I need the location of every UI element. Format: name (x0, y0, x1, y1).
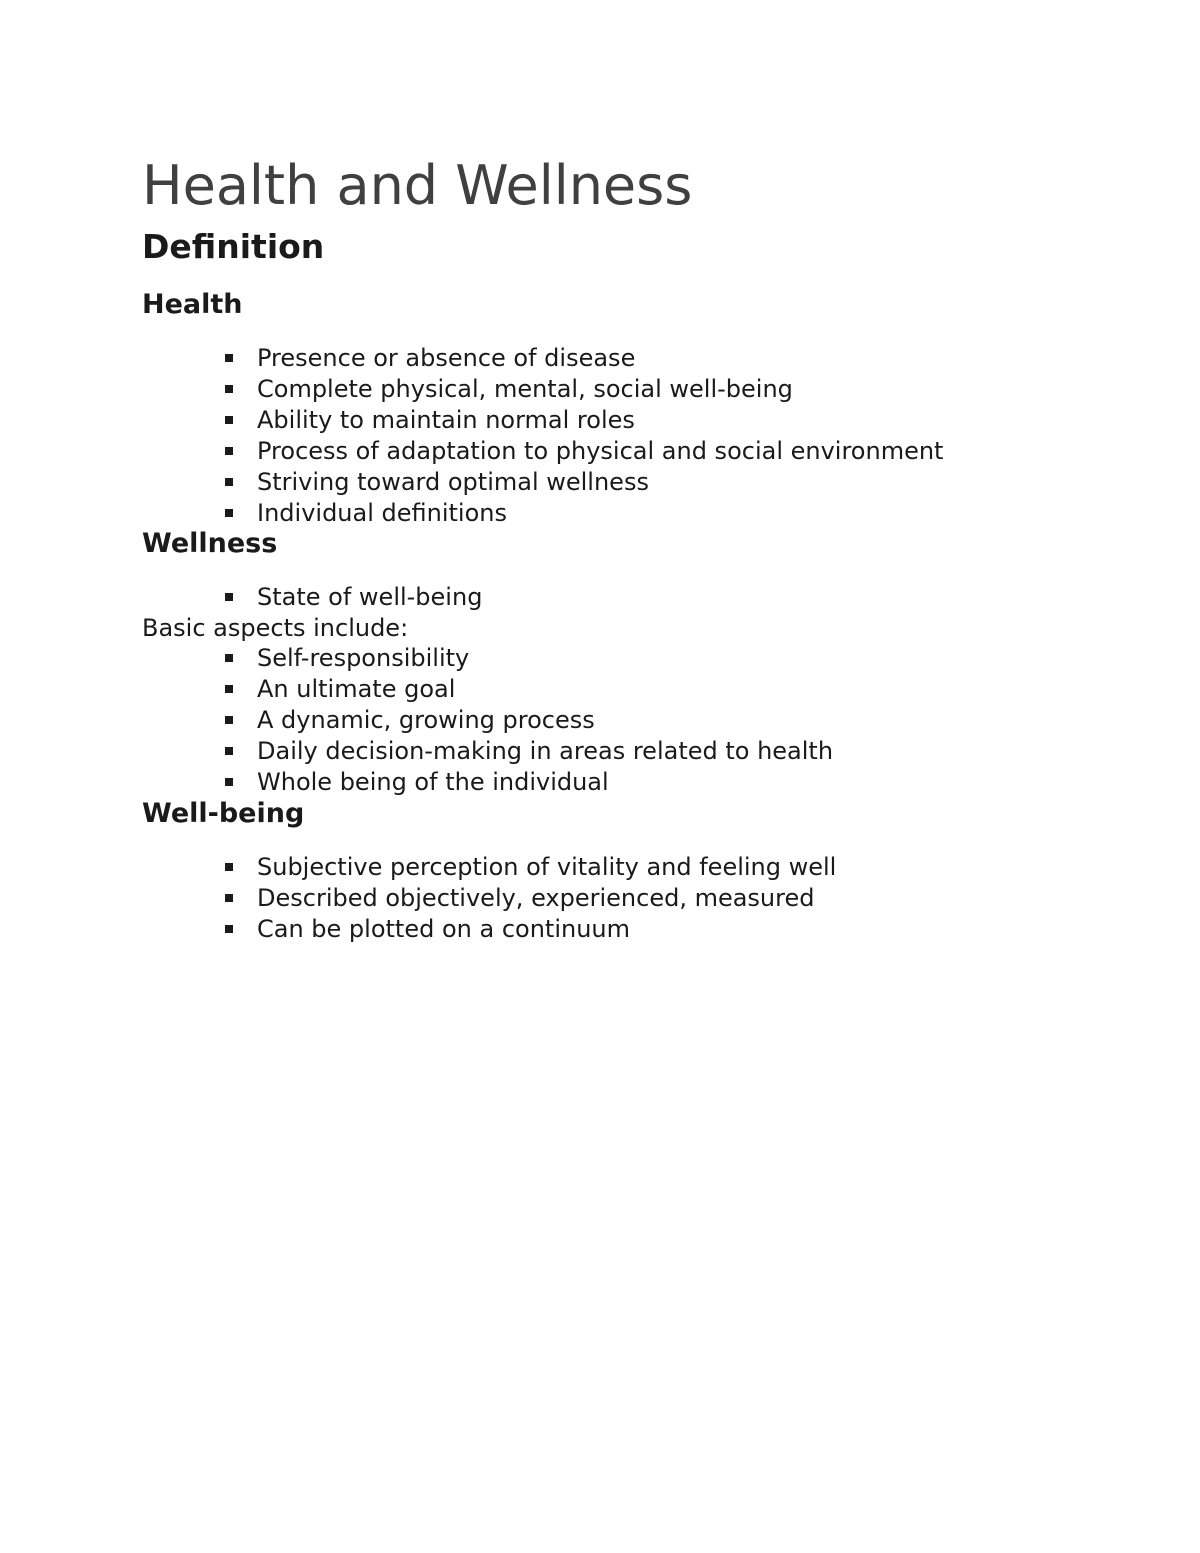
list-item-text: A dynamic, growing process (257, 706, 595, 734)
definition-heading: Definition (142, 227, 325, 266)
aspects-intro: Basic aspects include: (142, 614, 409, 642)
square-bullet-icon (225, 654, 233, 662)
list-item-text: An ultimate goal (257, 675, 456, 703)
health-heading: Health (142, 289, 243, 320)
wellbeing-heading: Well-being (142, 798, 305, 829)
list-item-text: Striving toward optimal wellness (257, 468, 649, 496)
square-bullet-icon (225, 925, 233, 933)
list-item-text: Complete physical, mental, social well-being (257, 375, 793, 403)
list-item-text: Can be plotted on a continuum (257, 915, 631, 943)
square-bullet-icon (225, 447, 233, 455)
square-bullet-icon (225, 894, 233, 902)
list-item-text: State of well-being (257, 583, 483, 611)
list-item-text: Process of adaptation to physical and social environment (257, 437, 944, 465)
list-item-text: Ability to maintain normal roles (257, 406, 635, 434)
list-item-text: Presence or absence of disease (257, 344, 636, 372)
square-bullet-icon (225, 385, 233, 393)
square-bullet-icon (225, 716, 233, 724)
list-item-text: Individual definitions (257, 499, 507, 527)
square-bullet-icon (225, 747, 233, 755)
list-item-text: Subjective perception of vitality and feeling well (257, 853, 837, 881)
square-bullet-icon (225, 685, 233, 693)
square-bullet-icon (225, 478, 233, 486)
square-bullet-icon (225, 354, 233, 362)
square-bullet-icon (225, 778, 233, 786)
document-title: Health and Wellness (142, 154, 693, 217)
wellness-heading: Wellness (142, 528, 278, 559)
list-item-text: Daily decision-making in areas related to health (257, 737, 834, 765)
list-item-text: Described objectively, experienced, measured (257, 884, 815, 912)
list-item-text: Self-responsibility (257, 644, 470, 672)
square-bullet-icon (225, 863, 233, 871)
square-bullet-icon (225, 593, 233, 601)
square-bullet-icon (225, 416, 233, 424)
square-bullet-icon (225, 509, 233, 517)
list-item-text: Whole being of the individual (257, 768, 609, 796)
